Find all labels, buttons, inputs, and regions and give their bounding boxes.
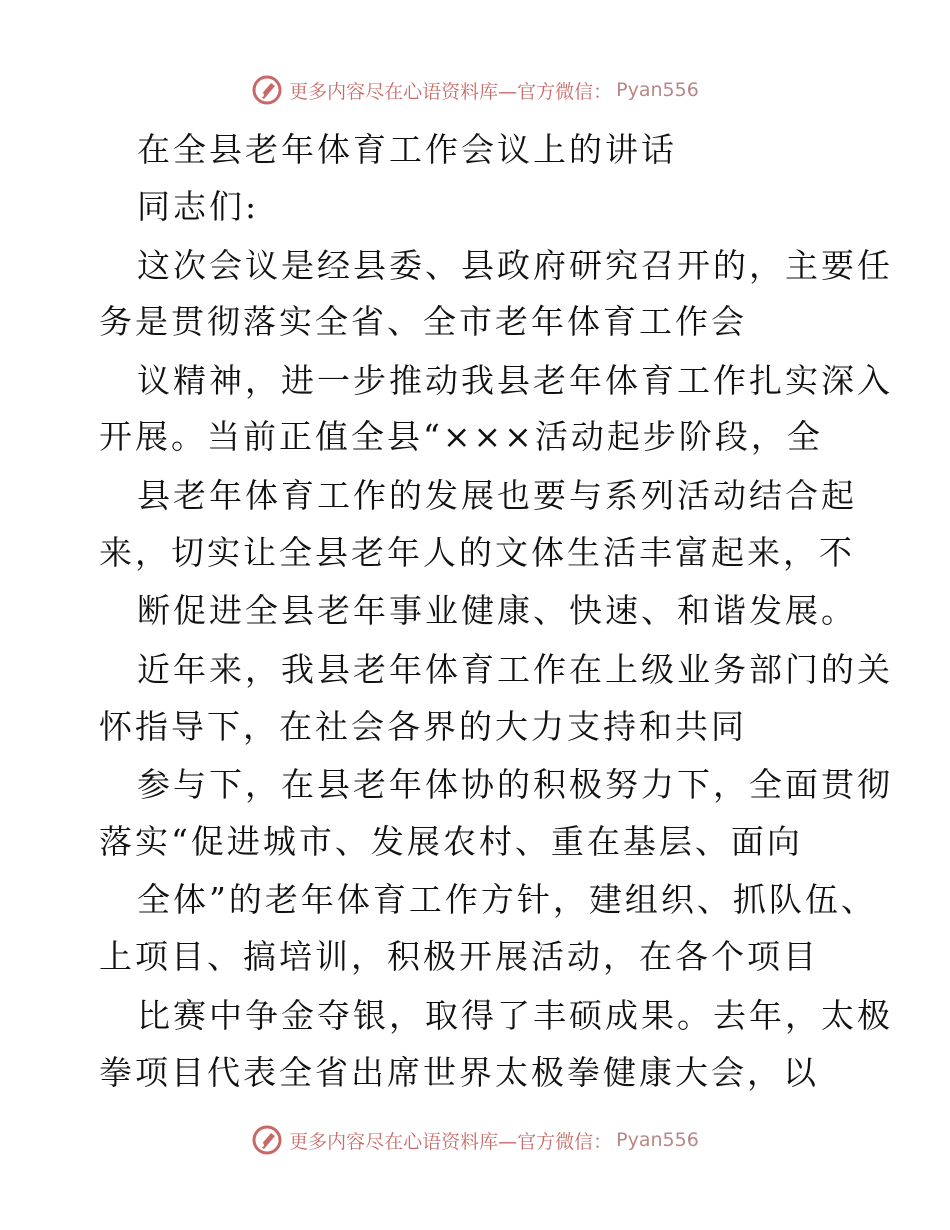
watermark-handle: Pyan556 — [616, 79, 699, 101]
document-title: 在全县老年体育工作会议上的讲话 — [137, 130, 677, 169]
paragraph-line: 议精神，进一步推动我县老年体育工作扎实深入 — [137, 361, 893, 400]
paragraph-line: 来，切实让全县老年人的文体生活丰富起来，不 — [99, 533, 855, 572]
paragraph-line: 务是贯彻落实全省、全市老年体育工作会 — [99, 302, 747, 341]
paragraph-line: 全体”的老年体育工作方针，建组织、抓队伍、 — [137, 880, 877, 919]
paragraph-line: 断促进全县老年事业健康、快速、和谐发展。 — [137, 591, 857, 630]
paragraph-line: 怀指导下，在社会各界的大力支持和共同 — [99, 707, 747, 746]
watermark-footer — [0, 1120, 950, 1160]
paragraph-line: 拳项目代表全省出席世界太极拳健康大会，以 — [99, 1053, 819, 1092]
paragraph-line: 开展。当前正值全县“×××活动起步阶段，全 — [99, 417, 823, 456]
watermark-text: 更多内容尽在心语资料库—官方微信： — [289, 1130, 613, 1153]
paragraph-line: 落实“促进城市、发展农村、重在基层、面向 — [99, 822, 803, 861]
paragraph-line: 这次会议是经县委、县政府研究召开的，主要任 — [137, 246, 893, 285]
salutation: 同志们: — [137, 187, 260, 226]
paragraph-line: 上项目、搞培训，积极开展活动，在各个项目 — [99, 937, 819, 976]
watermark-header — [0, 70, 950, 110]
paragraph-line: 近年来，我县老年体育工作在上级业务部门的关 — [137, 650, 893, 689]
brand-logo-icon — [251, 1124, 283, 1156]
brand-logo-icon — [251, 74, 283, 106]
paragraph-line: 县老年体育工作的发展也要与系列活动结合起 — [137, 476, 857, 515]
watermark-text: 更多内容尽在心语资料库—官方微信： — [289, 80, 613, 103]
paragraph-line: 比赛中争金夺银，取得了丰硕成果。去年，太极 — [137, 996, 893, 1035]
paragraph-line: 参与下，在县老年体协的积极努力下，全面贯彻 — [137, 765, 893, 804]
watermark-handle: Pyan556 — [616, 1129, 699, 1151]
